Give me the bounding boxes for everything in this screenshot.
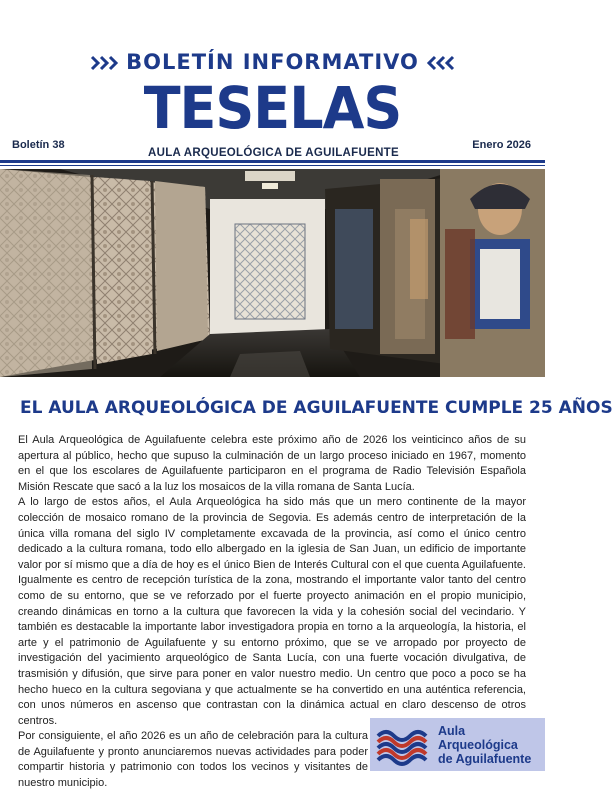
- newsletter-subtitle: AULA ARQUEOLÓGICA DE AGUILAFUENTE: [148, 147, 399, 159]
- logo-line-3: de Aguilafuente: [438, 752, 532, 766]
- logo-line-1: Aula: [438, 724, 466, 738]
- bulletin-label: BOLETÍN INFORMATIVO: [126, 50, 419, 74]
- wave-logo-icon: [376, 726, 434, 764]
- issue-date: Enero 2026: [472, 139, 531, 151]
- newsletter-title: TESELAS: [143, 73, 402, 142]
- chevrons-left-icon: [425, 55, 455, 71]
- logo-text: [438, 724, 543, 766]
- logo-line-2: Arqueológica: [438, 738, 518, 752]
- museum-interior-image: [0, 169, 545, 377]
- aula-logo: [370, 718, 545, 771]
- header-rule-thick: [0, 160, 545, 163]
- article-headline: EL AULA ARQUEOLÓGICA DE AGUILAFUENTE CUMPLE 25 AÑOS: [20, 398, 613, 418]
- header-rule-thin: [0, 165, 545, 166]
- chevrons-right-icon: [90, 55, 120, 71]
- article-paragraph: A lo largo de estos años, el Aula Arqueológica ha sido más que un mero continente de la mayor colección de mosaico romano de la provincia de Segovia. Es además centro de interpretación de la única villa romana del siglo IV completamente excavada de la provincia, así como el único centro dedicado a la cultura romana, todo ello albergado en la iglesia de San Juan, un edificio de importante valor por sí mismo que a día de hoy es el único Bien de Interés Cultural con el que cuenta Aguilafuente. Igualmente es centro de recepción turística de la zona, mostrando el importante valor tanto del centro como de su entorno, que se ve reforzado por el fuerte proyecto animación en el propio municipio, creando dinámicas en torno a la cultura que favorecen la vida y la cohesión social del vecindario. Y también es destacable la importante labor investigadora propia en torno a la arqueología, la historia, el arte y el patrimonio de Aguilafuente y su entorno próximo, que se ve arropado por proyecto de investigación del yacimiento arqueológico de Santa Lucía, con una fuerte vocación divulgativa, de trasmisión y difusión, que sirve para poner en valor nuestro medio. Un centro que poco a poco se ha hecho hueco en la cultura segoviana y que actualmente se ha convertido en una auténtica referencia, con unos números en ascenso que contrastan con la dinámica actual en claro descenso de otros centros.: [18, 496, 526, 727]
- article-paragraph: Por consiguiente, el año 2026 es un año de celebración para la cultura de Aguilafuente y pronto anunciaremos nuevas actividades para poder compartir historia y patrimonio con todos los vecinos y visitantes de nuestro municipio.: [18, 730, 368, 790]
- hero-photo: [0, 169, 545, 377]
- issue-number: Boletín 38: [12, 139, 65, 151]
- bulletin-header: [0, 50, 545, 74]
- article-paragraph: El Aula Arqueológica de Aguilafuente celebra este próximo año de 2026 los veinticinco años de su apertura al público, hecho que supuso la culminación de un largo proceso iniciado en 1967, momento en el que los escolares de Aguilafuente participaron en el programa de Radio Televisión Española Misión Rescate que sacó a la luz los mosaicos de la villa romana de Santa Lucía.: [18, 434, 526, 493]
- meta-row: [0, 139, 545, 159]
